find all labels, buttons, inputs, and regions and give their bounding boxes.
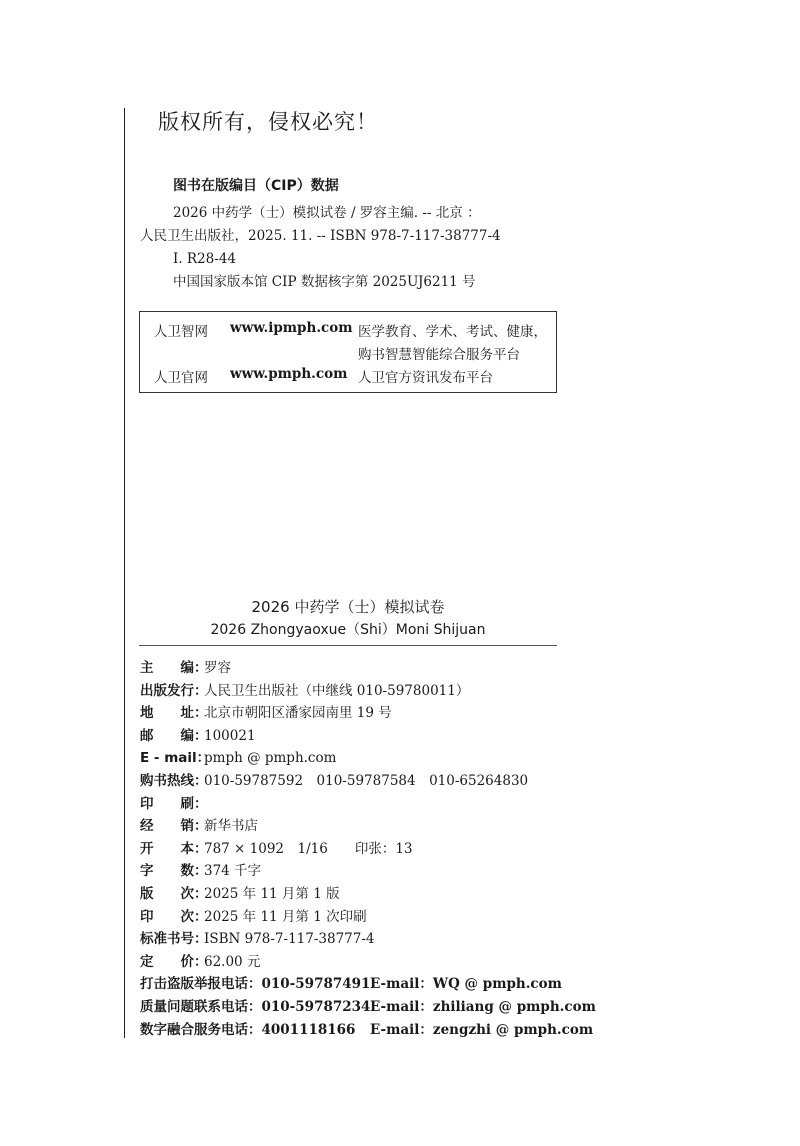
info-row — [140, 793, 528, 816]
contact-email: E-mail：zengzhi @ pmph.com — [370, 1021, 594, 1038]
contact-row — [140, 973, 562, 996]
info-value: 北京市朝阳区潘家园南里 19 号 — [204, 705, 392, 722]
cip-line: Ⅰ. R28-44 — [173, 251, 236, 267]
info-row — [140, 883, 528, 906]
info-label: 开 本： — [140, 840, 208, 857]
cip-line: 人民卫生出版社，2025. 11. -- ISBN 978-7-117-38777-4 — [140, 228, 501, 244]
info-label: 购书热线： — [140, 772, 208, 789]
imprint-info — [140, 657, 596, 1041]
info-row — [140, 770, 528, 793]
info-label: 印 次： — [140, 908, 208, 925]
info-label: 主 编： — [140, 660, 208, 676]
info-row — [140, 747, 528, 770]
info-row — [140, 657, 528, 680]
website-box — [139, 311, 557, 393]
contact-row — [140, 1019, 594, 1042]
contact-label: 质量问题联系电话： — [140, 998, 262, 1015]
contact-label: 数字融合服务电话： — [140, 1021, 262, 1038]
divider — [139, 645, 557, 646]
info-label: 印 刷： — [140, 795, 208, 812]
website-url[interactable]: www.ipmph.com — [230, 320, 353, 336]
info-value: 374 千字 — [204, 863, 262, 880]
info-value: 100021 — [204, 727, 256, 744]
info-value: 787 × 1092 1/16 印张：13 — [204, 840, 413, 857]
info-label: 标准书号： — [140, 931, 208, 948]
info-label: 地 址： — [140, 705, 208, 722]
info-row — [140, 906, 528, 929]
contact-row — [140, 996, 596, 1019]
info-value: 罗容 — [204, 660, 231, 676]
cip-line: 中国国家版本馆 CIP 数据核字第 2025UJ6211 号 — [173, 274, 476, 290]
contact-phone: 010-59787234 — [261, 998, 371, 1015]
cip-block — [140, 202, 570, 294]
info-value: 人民卫生出版社（中继线 010-59780011） — [204, 682, 470, 699]
info-label: 定 价： — [140, 953, 208, 970]
book-title: 2026 中药学（士）模拟试卷 — [251, 598, 445, 616]
contact-phone: 4001118166 — [261, 1021, 356, 1038]
info-label: E - mail： — [140, 750, 211, 767]
info-row — [140, 815, 528, 838]
info-row — [140, 951, 528, 974]
info-label: 经 销： — [140, 818, 208, 835]
contact-email: E-mail：zhiliang @ pmph.com — [370, 998, 596, 1015]
website-name: 人卫官网 — [154, 370, 208, 386]
info-row — [140, 702, 528, 725]
cip-title: 图书在版编目（CIP）数据 — [173, 178, 339, 194]
info-row — [140, 725, 528, 748]
contact-phone: 010-59787491 — [261, 976, 371, 993]
info-row — [140, 680, 528, 703]
info-row — [140, 860, 528, 883]
info-value: pmph @ pmph.com — [204, 750, 337, 767]
book-subtitle: 2026 Zhongyaoxue（Shi）Moni Shijuan — [210, 622, 486, 638]
website-desc: 人卫官方资讯发布平台 — [358, 370, 493, 386]
website-desc: 购书智慧智能综合服务平台 — [358, 347, 520, 363]
website-name: 人卫智网 — [154, 324, 208, 340]
info-value: 010-59787592 010-59787584 010-65264830 — [204, 772, 529, 789]
info-row — [140, 838, 528, 861]
website-desc: 医学教育、学术、考试、健康， — [358, 324, 547, 340]
info-label: 出版发行： — [140, 682, 208, 699]
info-value: 新华书店 — [204, 818, 258, 835]
contact-email: E-mail：WQ @ pmph.com — [370, 976, 562, 993]
left-margin-rule — [124, 108, 125, 1038]
copyright-notice: 版权所有，侵权必究！ — [158, 110, 378, 134]
website-url[interactable]: www.pmph.com — [230, 366, 348, 382]
info-row — [140, 928, 528, 951]
cip-line: 2026 中药学（士）模拟试卷 / 罗容主编. -- 北京 ： — [173, 205, 481, 221]
info-value: 2025 年 11 月第 1 次印刷 — [204, 908, 367, 925]
info-label: 字 数： — [140, 863, 208, 880]
info-label: 版 次： — [140, 885, 208, 902]
info-value: ISBN 978-7-117-38777-4 — [204, 931, 375, 948]
info-value: 62.00 元 — [204, 953, 261, 970]
info-value: 2025 年 11 月第 1 版 — [204, 885, 340, 902]
info-label: 邮 编： — [140, 727, 208, 744]
contact-label: 打击盗版举报电话： — [140, 976, 262, 993]
